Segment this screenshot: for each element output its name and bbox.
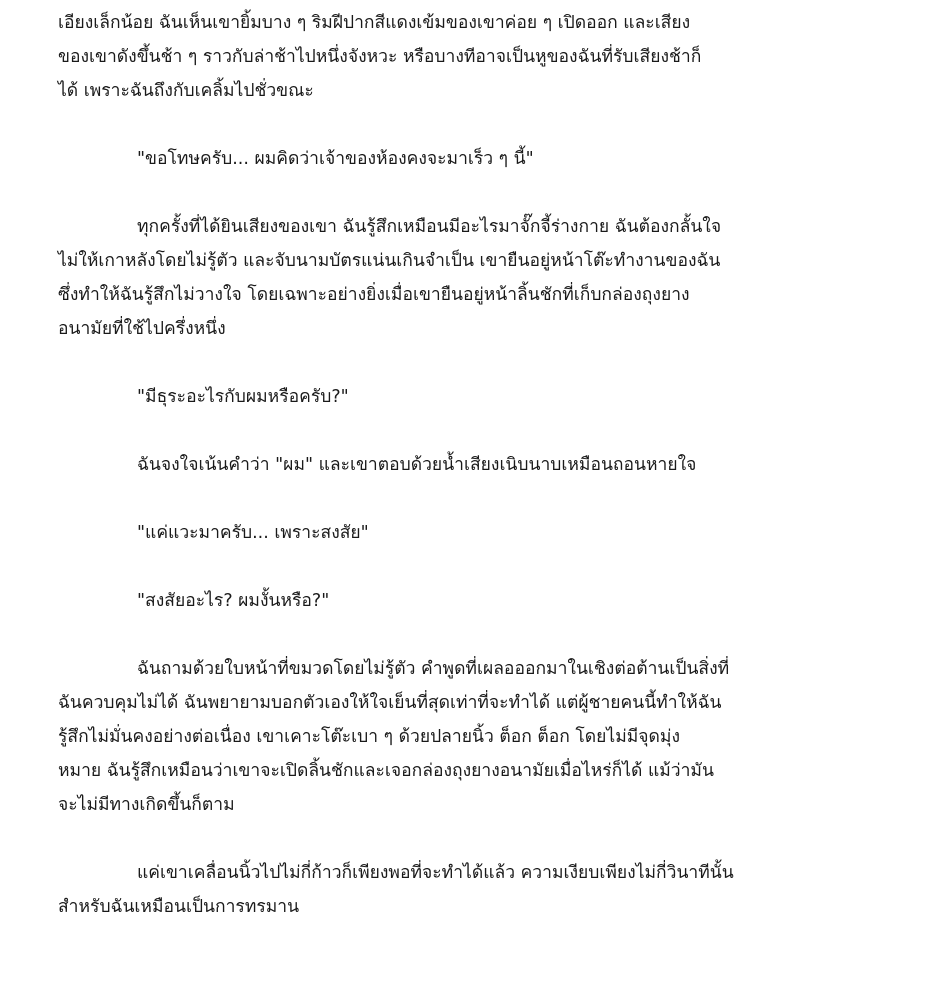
text-line: ฉันจงใจเน้นคำว่า "ผม" และเขาตอบด้วยน้ำเสียงเนิบนาบเหมือนถอนหายใจ — [137, 455, 697, 475]
paragraph-spacer — [58, 346, 878, 380]
dialogue-paragraph — [58, 516, 878, 550]
text-line: ซึ่งทำให้ฉันรู้สึกไม่วางใจ โดยเฉพาะอย่างยิ่งเมื่อเขายืนอยู่หน้าลิ้นชักที่เก็บกล่องถุงยาง — [58, 285, 690, 305]
paragraph — [58, 652, 878, 822]
text-line: ฉันควบคุมไม่ได้ ฉันพยายามบอกตัวเองให้ใจเย็นที่สุดเท่าที่จะทำได้ แต่ผู้ชายคนนี้ทำให้ฉัน — [58, 693, 722, 713]
paragraph — [58, 210, 878, 346]
paragraph-spacer — [58, 618, 878, 652]
text-line: อนามัยที่ใช้ไปครึ่งหนึ่ง — [58, 319, 226, 339]
paragraph-spacer — [58, 482, 878, 516]
text-line: เอียงเล็กน้อย ฉันเห็นเขายิ้มบาง ๆ ริมฝีปากสีแดงเข้มของเขาค่อย ๆ เปิดออก และเสียง — [58, 13, 691, 33]
text-line: ได้ เพราะฉันถึงกับเคลิ้มไปชั่วขณะ — [58, 81, 314, 101]
paragraph-spacer — [58, 108, 878, 142]
paragraph-spacer — [58, 550, 878, 584]
paragraph-spacer — [58, 176, 878, 210]
paragraph-spacer — [58, 414, 878, 448]
text-line: รู้สึกไม่มั่นคงอย่างต่อเนื่อง เขาเคาะโต๊ะเบา ๆ ด้วยปลายนิ้ว ต็อก ต็อก โดยไม่มีจุดมุ่ง — [58, 727, 680, 747]
paragraph — [58, 6, 878, 108]
document-body — [58, 6, 878, 924]
dialogue-paragraph — [58, 380, 878, 414]
text-line: ทุกครั้งที่ได้ยินเสียงของเขา ฉันรู้สึกเหมือนมีอะไรมาจั๊กจี้ร่างกาย ฉันต้องกลั้นใจ — [137, 217, 722, 237]
text-line: หมาย ฉันรู้สึกเหมือนว่าเขาจะเปิดลิ้นชักและเจอกล่องถุงยางอนามัยเมื่อไหร่ก็ได้ แม้ว่ามัน — [58, 761, 714, 781]
paragraph — [58, 448, 878, 482]
text-line: "แค่แวะมาครับ... เพราะสงสัย" — [137, 523, 369, 543]
text-line: "ขอโทษครับ... ผมคิดว่าเจ้าของห้องคงจะมาเร็ว ๆ นี้" — [137, 149, 534, 169]
text-line: "สงสัยอะไร? ผมงั้นหรือ?" — [137, 591, 330, 611]
text-line: จะไม่มีทางเกิดขึ้นก็ตาม — [58, 795, 235, 815]
paragraph — [58, 856, 878, 924]
dialogue-paragraph — [58, 142, 878, 176]
text-line: แค่เขาเคลื่อนนิ้วไปไม่กี่ก้าวก็เพียงพอที่จะทำได้แล้ว ความเงียบเพียงไม่กี่วินาทีนั้น — [137, 863, 734, 883]
text-line: ของเขาดังขึ้นช้า ๆ ราวกับล่าช้าไปหนึ่งจังหวะ หรือบางทีอาจเป็นหูของฉันที่รับเสียงช้าก็ — [58, 47, 702, 67]
dialogue-paragraph — [58, 584, 878, 618]
text-line: ไม่ให้เกาหลังโดยไม่รู้ตัว และจับนามบัตรแน่นเกินจำเป็น เขายืนอยู่หน้าโต๊ะทำงานของฉัน — [58, 251, 721, 271]
text-line: "มีธุระอะไรกับผมหรือครับ?" — [137, 387, 349, 407]
text-line: ฉันถามด้วยใบหน้าที่ขมวดโดยไม่รู้ตัว คำพูดที่เผลอออกมาในเชิงต่อต้านเป็นสิ่งที่ — [137, 659, 730, 679]
paragraph-spacer — [58, 822, 878, 856]
text-line: สำหรับฉันเหมือนเป็นการทรมาน — [58, 897, 300, 917]
